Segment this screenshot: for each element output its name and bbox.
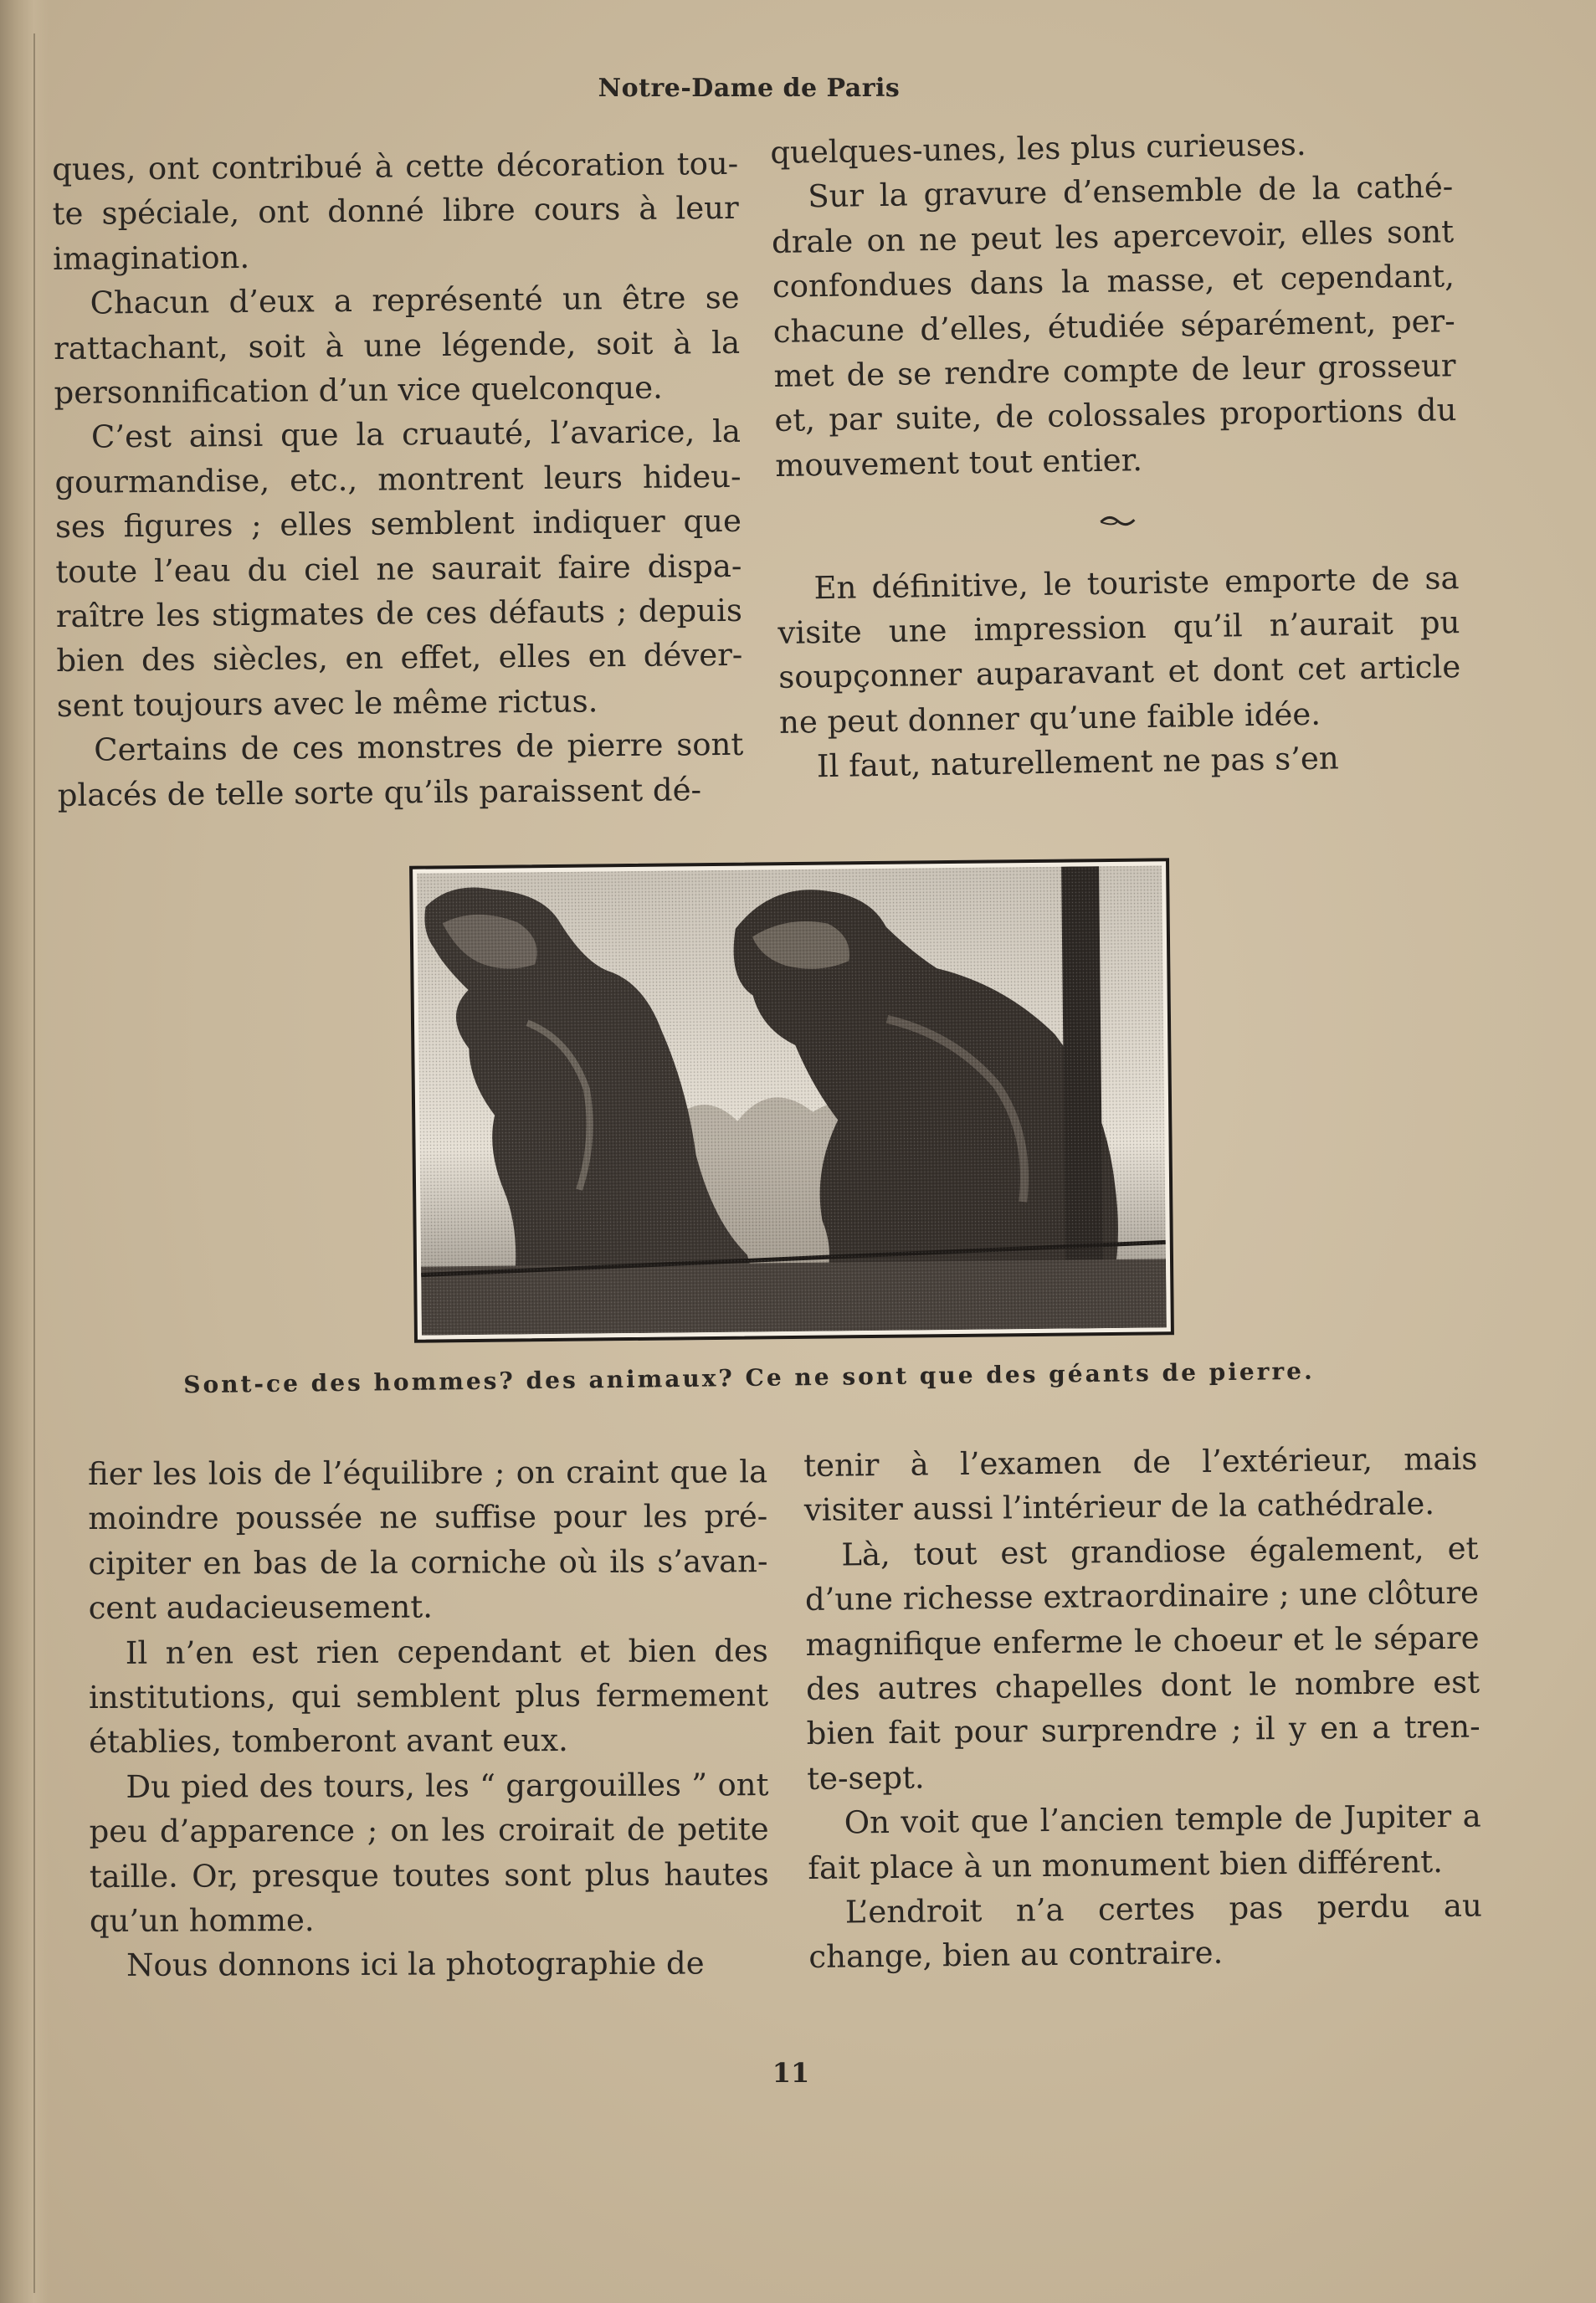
page-binding-edge xyxy=(0,0,49,2303)
gargoyles-photograph xyxy=(409,858,1174,1342)
paragraph: Il faut, naturellement ne pas s’en xyxy=(816,740,1340,785)
paragraph: On voit que l’ancien temple de Jupiter a fait place à un monument bien différent. xyxy=(808,1798,1481,1886)
paragraph: C’est ainsi que la cruauté, l’avarice, la gourmandise, etc., montrent leurs hideu-ses figures ; elles semblent indiquer que toute l’eau du ciel ne saurait faire dispa-raître les stigmates de ces défauts ; depuis bien des siècles, en effet, elles en déver-sent toujours avec le même rictus. xyxy=(54,413,743,724)
paragraph: ques, ont contribué à cette décoration tou-te spéciale, ont donné libre cours à leur imagination. xyxy=(52,145,739,277)
paragraph: En définitive, le touriste emporte de sa visite une impression qu’il n’aurait pu soupçonner auparavant et dont cet article ne peut donner qu’une faible idée. xyxy=(777,559,1461,741)
paragraph: Sur la gravure d’ensemble de la cathé-drale on ne peut les apercevoir, elles sont confondues dans la masse, et cependant, chacune d’elles, étudiée séparément, per-met de se rendre compte de leur grosseur et, par suite, de colossales proportions du mouvement tout entier. xyxy=(771,168,1457,484)
text-column-top-right xyxy=(770,120,1462,789)
running-head: Notre-Dame de Paris xyxy=(598,74,901,103)
paragraph: quelques-unes, les plus curieuses. xyxy=(770,126,1306,171)
figure-caption: Sont-ce des hommes? des animaux? Ce ne sont que des géants de pierre. xyxy=(183,1357,1315,1399)
text-column-top-left xyxy=(52,141,744,818)
page-number: 11 xyxy=(772,2057,810,2089)
text-column-bottom-left xyxy=(88,1449,769,1988)
paragraph: Il n’en est rien cependant et bien des institutions, qui semblent plus fermement établies, tomberont avant eux. xyxy=(88,1632,769,1761)
paragraph: Certains de ces monstres de pierre sont placés de telle sorte qu’ils paraissent dé- xyxy=(57,726,744,813)
paragraph: Là, tout est grandiose également, et d’une richesse extraordinaire ; une clôture magnifique enferme le choeur et le sépare des autres chapelles dont le nombre est bien fait pour surprendre ; il y en a tren-te-sept. xyxy=(804,1530,1481,1797)
section-ornament xyxy=(776,492,1459,547)
paragraph: Nous donnons ici la photographie de xyxy=(126,1945,705,1984)
paragraph: Du pied des tours, les “ gargouilles ” ont peu d’apparence ; on les croirait de petite taille. Or, presque toutes sont plus hautes qu’un homme. xyxy=(89,1767,769,1940)
tilde-ornament-icon xyxy=(1097,511,1137,531)
paragraph: L’endroit n’a certes pas perdu au change, bien au contraire. xyxy=(808,1887,1483,1976)
binding-rule xyxy=(33,33,35,2293)
paragraph: Chacun d’eux a représenté un être se rattachant, soit à une légende, soit à la personnification d’un vice quelconque. xyxy=(53,280,741,412)
paragraph: fier les lois de l’équilibre ; on craint que la moindre poussée ne suffise pour les pré-cipiter en bas de la corniche où ils s’avan-cent audacieusement. xyxy=(88,1454,768,1627)
paragraph: tenir à l’examen de l’extérieur, mais visiter aussi l’intérieur de la cathédrale. xyxy=(803,1440,1478,1529)
gargoyles-photo-image xyxy=(417,865,1167,1335)
text-column-bottom-right xyxy=(803,1437,1483,1980)
